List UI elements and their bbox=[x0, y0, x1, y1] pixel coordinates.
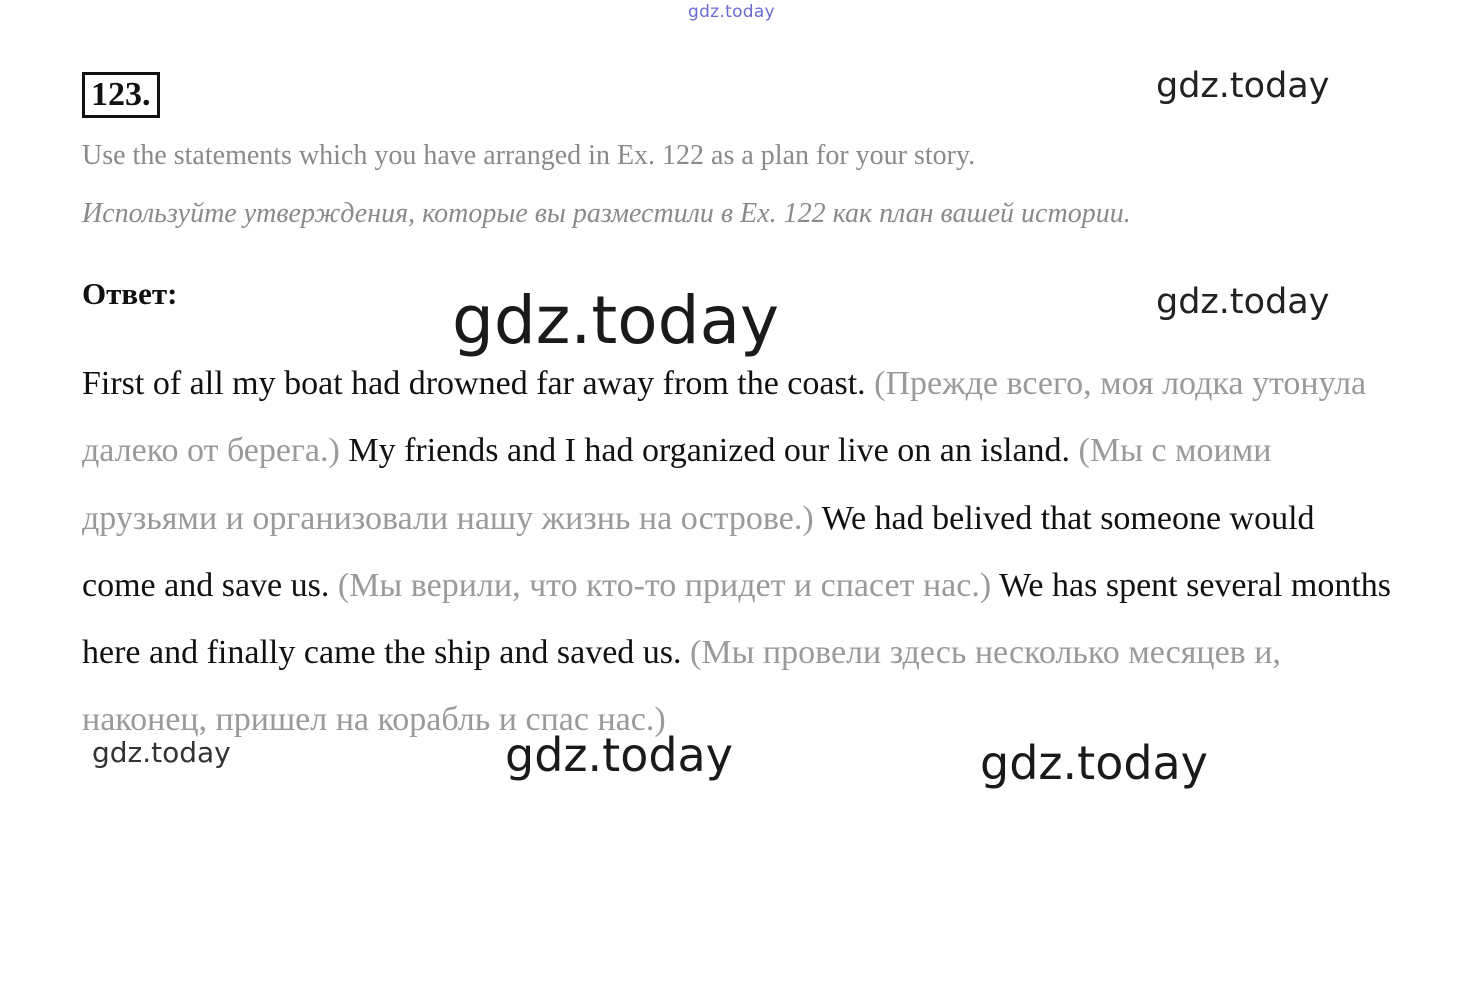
watermark: gdz.today bbox=[980, 736, 1208, 790]
answer-translation-ru: (Мы верили, что кто-то придет и спасет нас.) bbox=[337, 566, 1000, 604]
task-text-russian: Используйте утверждения, которые вы разместили в Ex. 122 как план вашей истории. bbox=[82, 198, 1131, 229]
watermark: gdz.today bbox=[1156, 282, 1330, 322]
exercise-number: 123. bbox=[82, 72, 160, 118]
answer-sentence-en: We has spent several months here and finally came the ship and saved us. bbox=[82, 566, 1392, 672]
answer-sentence-en: First of all my boat had drowned far away from the coast. bbox=[82, 365, 875, 402]
watermark: gdz.today bbox=[1156, 66, 1330, 106]
watermark: gdz.today bbox=[505, 728, 733, 782]
watermark: gdz.today bbox=[452, 282, 780, 359]
watermark: gdz.today bbox=[92, 736, 231, 769]
site-link[interactable]: gdz.today bbox=[688, 2, 775, 22]
task-text-english: Use the statements which you have arranged in Ex. 122 as a plan for your story. bbox=[82, 140, 976, 171]
answer-text bbox=[82, 350, 1392, 754]
answer-translation-ru: (Прежде всего, моя лодка утонула далеко от берега.) bbox=[82, 365, 1367, 470]
answer-sentence-en: My friends and I had organized our live on an island. bbox=[348, 432, 1079, 470]
answer-translation-ru: (Мы с моими друзьями и организовали нашу жизнь на острове.) bbox=[82, 432, 1272, 537]
answer-translation-ru: (Мы провели здесь несколько месяцев и, наконец, пришел на корабль и спас нас.) bbox=[82, 634, 1281, 739]
answer-label: Ответ: bbox=[82, 276, 178, 311]
answer-sentence-en: We had belived that someone would come and save us. bbox=[82, 499, 1315, 604]
